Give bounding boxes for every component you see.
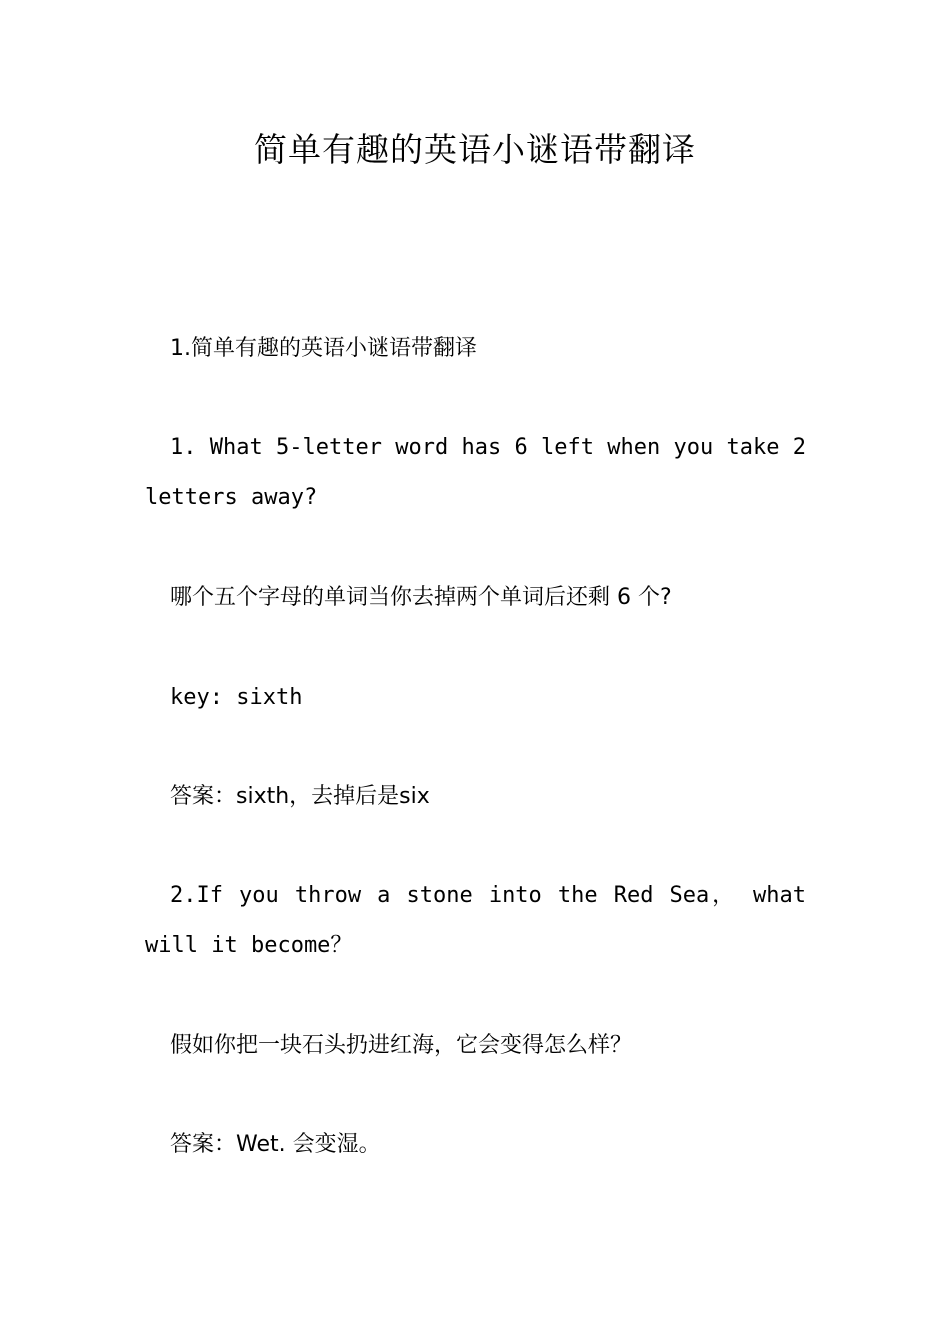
page-title: 简单有趣的英语小谜语带翻译 bbox=[254, 130, 696, 169]
riddle-2-question-line-2: will it become？ bbox=[145, 933, 353, 958]
riddle-1-question-line-1: 1. What 5-letter word has 6 left when you take 2 bbox=[170, 435, 806, 460]
riddle-2-answer: 答案：Wet. 会变湿。 bbox=[170, 1132, 381, 1157]
riddle-1-key: key: sixth bbox=[170, 685, 303, 710]
riddle-2-translation: 假如你把一块石头扔进红海，它会变得怎么样？ bbox=[170, 1033, 633, 1058]
riddle-2-question-line-1: 2.If you throw a stone into the Red Sea， what bbox=[170, 883, 806, 908]
section-heading: 1.简单有趣的英语小谜语带翻译 bbox=[170, 336, 477, 361]
riddle-1-question-line-2: letters away? bbox=[145, 485, 318, 510]
riddle-1-answer: 答案：sixth，去掉后是six bbox=[170, 784, 430, 809]
riddle-1-translation: 哪个五个字母的单词当你去掉两个单词后还剩 6 个? bbox=[170, 585, 672, 610]
